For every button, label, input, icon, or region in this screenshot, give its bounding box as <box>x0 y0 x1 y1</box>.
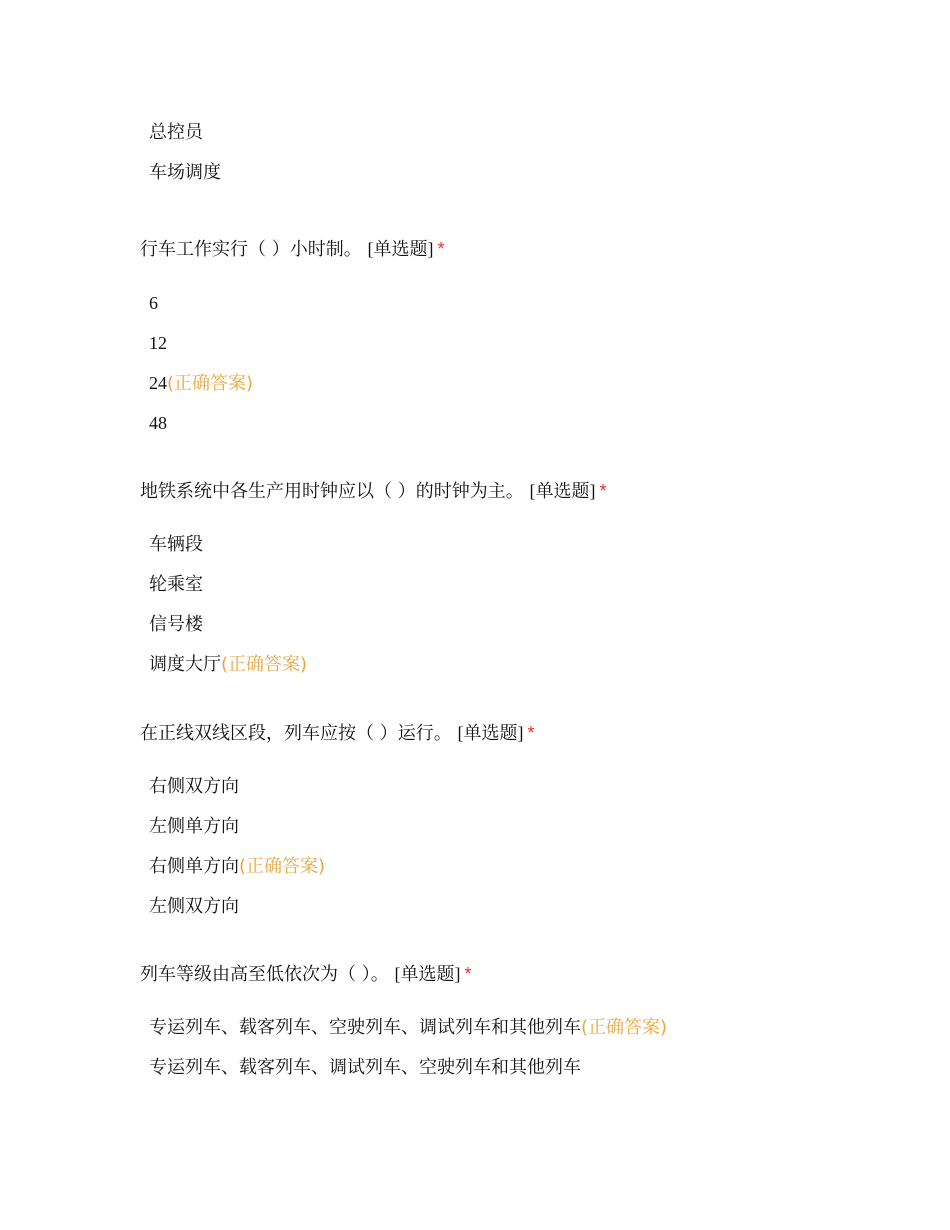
question-block <box>140 721 900 927</box>
option-label: 左侧单方向 <box>149 816 239 837</box>
option-item <box>140 767 900 807</box>
question-title <box>140 721 900 746</box>
option-label: 24 <box>149 373 167 393</box>
option-label: 12 <box>149 333 167 353</box>
correct-answer-mark: (正确答案) <box>239 856 326 877</box>
option-label: 轮乘室 <box>149 574 203 595</box>
option-item <box>140 283 900 323</box>
option-label: 信号楼 <box>149 614 203 635</box>
option-item <box>140 403 900 443</box>
correct-answer-mark: (正确答案) <box>221 654 308 675</box>
option-item <box>140 525 900 565</box>
option-label: 专运列车、载客列车、调试列车、空驶列车和其他列车 <box>149 1057 581 1078</box>
question-title <box>140 479 900 504</box>
option-item <box>140 605 900 645</box>
option-item <box>140 565 900 605</box>
question-block <box>140 962 900 1088</box>
question-block <box>140 237 900 443</box>
option-item <box>140 153 900 193</box>
required-asterisk: * <box>464 964 472 984</box>
question-text: 地铁系统中各生产用时钟应以（ ）的时钟为主。 <box>140 481 524 502</box>
option-item <box>140 807 900 847</box>
option-item <box>140 1048 900 1088</box>
question-type-tag: [单选题] <box>394 964 461 984</box>
question-text: 行车工作实行（ ）小时制。 <box>140 239 362 260</box>
option-item-correct <box>140 847 900 887</box>
option-list <box>140 525 900 685</box>
option-label: 车场调度 <box>149 162 221 183</box>
option-list <box>140 767 900 927</box>
option-item <box>140 887 900 927</box>
question-type-tag: [单选题] <box>457 723 524 743</box>
option-item-correct <box>140 363 900 403</box>
option-list <box>140 1008 900 1088</box>
question-title <box>140 237 900 262</box>
question-block <box>140 479 900 685</box>
option-label: 左侧双方向 <box>149 896 239 917</box>
correct-answer-mark: (正确答案) <box>581 1017 668 1038</box>
required-asterisk: * <box>437 239 445 259</box>
option-label: 48 <box>149 413 167 433</box>
option-list <box>140 283 900 443</box>
option-label: 6 <box>149 293 158 313</box>
question-type-tag: [单选题] <box>367 239 434 259</box>
option-label: 调度大厅 <box>149 654 221 675</box>
required-asterisk: * <box>599 481 607 501</box>
option-label: 右侧双方向 <box>149 776 239 797</box>
question-text: 在正线双线区段，列车应按（ ）运行。 <box>140 723 452 744</box>
question-type-tag: [单选题] <box>529 481 596 501</box>
option-item <box>140 323 900 363</box>
option-item-correct <box>140 1008 900 1048</box>
option-label: 车辆段 <box>149 534 203 555</box>
option-item <box>140 113 900 153</box>
option-item-correct <box>140 645 900 685</box>
option-label: 专运列车、载客列车、空驶列车、调试列车和其他列车 <box>149 1017 581 1038</box>
correct-answer-mark: (正确答案) <box>167 373 254 394</box>
question-text: 列车等级由高至低依次为（ ）。 <box>140 964 389 985</box>
option-label: 总控员 <box>149 122 203 143</box>
required-asterisk: * <box>527 723 535 743</box>
option-label: 右侧单方向 <box>149 856 239 877</box>
question-title <box>140 962 900 987</box>
previous-question-options <box>140 113 900 193</box>
